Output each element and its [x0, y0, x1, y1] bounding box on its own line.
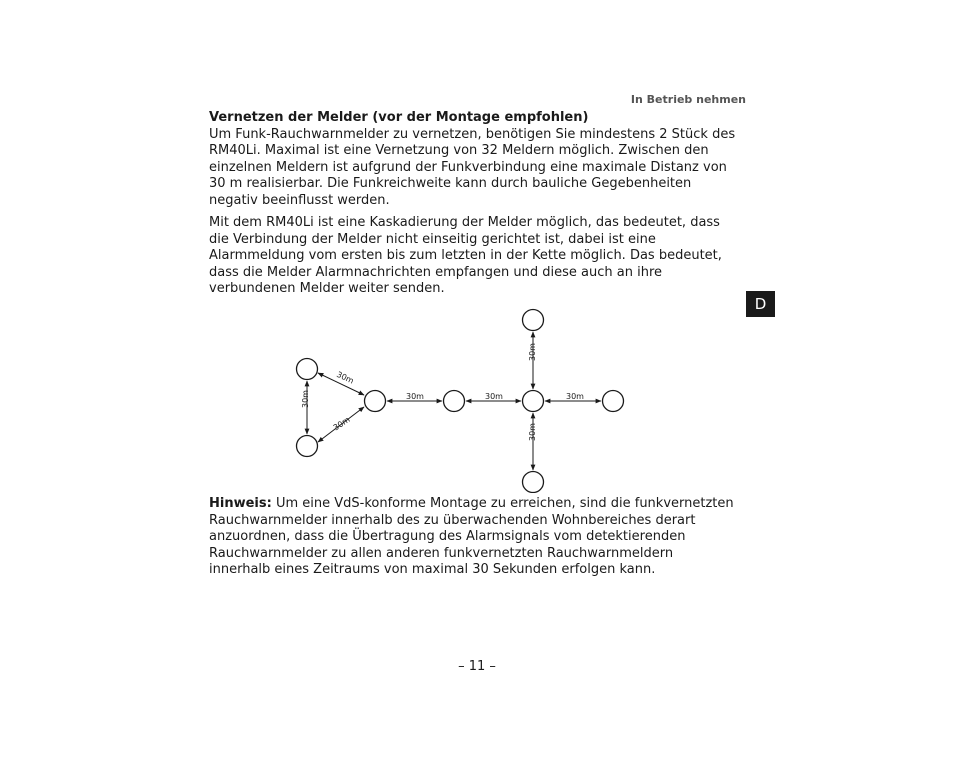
running-header: In Betrieb nehmen: [630, 93, 746, 106]
page-number: – 11 –: [458, 659, 496, 674]
distance-label: 30m: [335, 369, 356, 386]
distance-label: 30m: [485, 392, 503, 401]
distance-label: 30m: [528, 343, 537, 361]
detector-bottom: [523, 472, 544, 493]
section-content: [209, 110, 737, 298]
distance-label: 30m: [528, 423, 537, 441]
detector-triangle-top: [297, 359, 318, 380]
network-diagram: [284, 303, 629, 493]
note: [209, 496, 737, 579]
paragraph-cascading: Mit dem RM40Li ist eine Kaskadierung der Melder möglich, das bedeutet, dass die Verbindung der Melder nicht einseitig gerichtet ist, dabei ist eine Alarmmeldung vom ersten bis zum letzten in der Kette möglich. Das bedeutet, dass die Melder Alarmnachrichten empfangen und diese auch an ihre verbundenen Melder weiter senden.: [209, 215, 722, 296]
distance-label: 30m: [566, 392, 584, 401]
language-tab: D: [746, 291, 775, 317]
distance-label: 30m: [406, 392, 424, 401]
detector-triangle-bottom: [297, 436, 318, 457]
section-heading: Vernetzen der Melder (vor der Montage empfohlen): [209, 110, 589, 125]
distance-label: 30m: [331, 415, 352, 433]
note-text: Um eine VdS-konforme Montage zu erreichen, sind die funkvernetzten Rauchwarnmelder innerhalb des zu überwachenden Wohnbereiches derart anzuordnen, dass die Übertragung des Alarmsignals vom detektierenden Rauchwarnmelder zu allen anderen funkvernetzten Rauchwarnmeldern innerhalb eines Zeitraums von maximal 30 Sekunden erfolgen kann.: [209, 496, 734, 577]
paragraph-networking: Um Funk-Rauchwarnmelder zu vernetzen, benötigen Sie mindestens 2 Stück des RM40Li. Maximal ist eine Vernetzung von 32 Meldern möglich. Zwischen den einzelnen Meldern ist aufgrund der Funkverbindung eine maximale Distanz von 30 m realisierbar. Die Funkreichweite kann durch bauliche Gegebenheiten negativ beeinflusst werden.: [209, 126, 736, 208]
distance-label: 30m: [301, 390, 310, 408]
detector-middle: [444, 391, 465, 412]
note-label: Hinweis:: [209, 496, 272, 511]
detector-triangle-right: [365, 391, 386, 412]
detector-top: [523, 310, 544, 331]
detector-center: [523, 391, 544, 412]
detector-right: [603, 391, 624, 412]
